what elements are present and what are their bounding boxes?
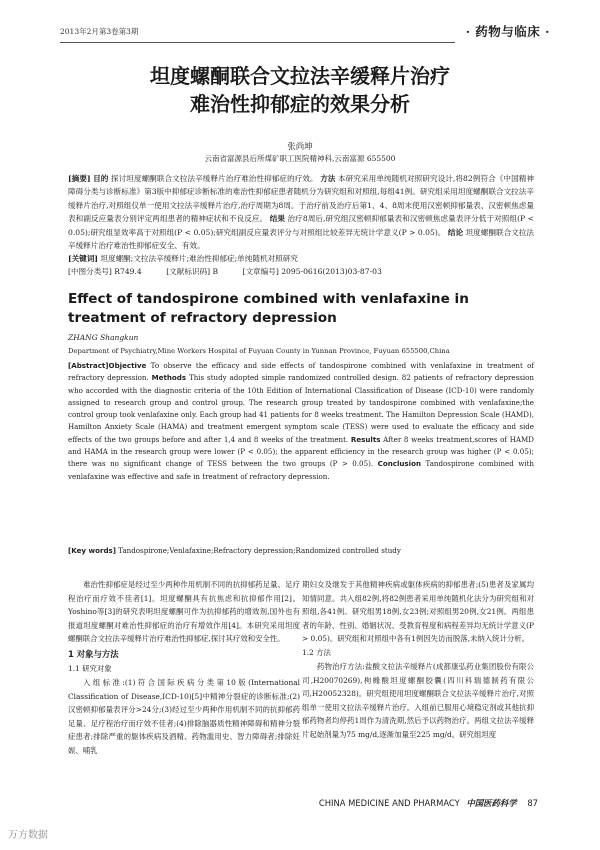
page-footer (319, 797, 538, 809)
results-label-en: Results (350, 434, 381, 444)
classification-row (68, 265, 534, 278)
abstract-label-en: [Abstract]Objective (68, 361, 147, 370)
keywords-label-en: [Key words] (68, 546, 116, 555)
abstract-cn (68, 172, 534, 252)
title-line-1: 坦度螺酮联合文拉法辛缓释片治疗 (150, 64, 450, 88)
objective-text-en: To observe the efficacy and side effects of tandospirone combined with venlafaxine in treatment of refractory depression. (68, 361, 534, 383)
issue-info: 2013年2月第3卷第3期 (60, 27, 139, 36)
affiliation-en: Department of Psychiatry,Mine Workers Hospital of Fuyuan County in Yunnan Province, Fuyuan 655500,China (68, 347, 450, 355)
document-code: [文献标识码] B (166, 267, 219, 276)
article-id: [文章编号] 2095-0616(2013)03-87-03 (242, 267, 382, 276)
results-label-cn: 结果 (269, 214, 286, 224)
methods-text-cn: 本研究采用单纯随机对照研究设计,将82例符合《中国精神障碍分类与诊断标准》第3版中抑郁症诊断标准的难治性抑郁症患者随机分为研究组和对照组,每组41例。研究组采用坦度螺酮联合文拉法辛缓释片治疗,对照组仅单一使用文拉法辛缓释片治疗,治疗周期为8周。于治疗前及治疗后第1、4、8周末使用汉密顿抑郁量表、汉密顿焦虑量表和副反应量表分别评定两组患者的精神症状和不良反应。 (68, 174, 535, 224)
section-heading-1: 1 对象与方法 (68, 648, 119, 659)
section-name: · 药物与临床 · (465, 24, 550, 39)
intro-paragraph: 难治性抑郁症是经过至少两种作用机制不同的抗抑郁药足量、足疗程治疗而疗效不佳者[1]。坦度螺酮具有抗焦虑和抗抑郁作用[2]。Yoshino等[3]的研究表明坦度螺酮可作为抗抑郁药的增效剂,国外也有报道坦度螺酮对难治性抑郁症的治疗有增效作用[4]。本研究采用坦度螺酮联合文拉法辛缓释片治疗难治性抑郁症,探讨其疗效和安全性。 (68, 580, 300, 644)
methods-label-cn: 方法 (320, 174, 336, 183)
continued-paragraph: 期妇女及继发于其他精神疾病或躯体疾病的抑郁患者;(5)患者及家属均知情同意。共入组82例,将82例患者采用单纯随机化法分为研究组和对照组,各41例。研究组男18例,女23例;对照组男20例,女21例。两组患者的年龄、性别、婚姻状况、受教育程度和病程差异均无统计学意义(P > 0.05)。研究组和对照组中各有1例因失访而脱落,未纳入统计分析。 (302, 580, 534, 644)
clc-number: [中图分类号] R749.4 (68, 267, 142, 276)
section-heading-1-2: 1.2 方法 (302, 647, 331, 657)
journal-name-en: CHINA MEDICINE AND PHARMACY (318, 798, 460, 808)
body-column-left (68, 578, 300, 758)
objective-label-cn: 目的 (93, 174, 109, 183)
conclusion-text-en: Tandospirone combined with venlafaxine was effective and safe in treatment of refractory depression. (68, 459, 535, 481)
conclusion-text-cn: 坦度螺酮联合文拉法辛缓释片治疗难治性抑郁症安全、有效。 (68, 227, 535, 251)
page-number: 87 (527, 798, 538, 808)
header-rule (60, 42, 455, 43)
body-column-right (302, 578, 534, 742)
keywords-text-en: Tandospirone;Venlafaxine;Refractory depression;Randomized controlled study (118, 546, 401, 555)
author-cn: 张尚坤 (287, 142, 313, 152)
keywords-text-cn: 坦度螺酮;文拉法辛缓释片;难治性抑郁症;单纯随机对照研究 (100, 254, 298, 263)
results-text-cn: 治疗8周后,研究组汉密顿抑郁量表和汉密顿焦虑量表评分低于对照组(P < 0.05);研究组显效率高于对照组(P < 0.05);研究组副反应量表评分与对照组比较差异无统计学意义(P > 0.05)。 (68, 214, 535, 237)
journal-name-cn: 中国医药科学 (466, 798, 517, 808)
results-text-en: After 8 weeks treatment,scores of HAMD and HAMA in the research group were lower (P < 0.05); the apparent efficiency in the research group was higher (P < 0.05); there was no significant change of TESS between the two groups (P > 0.05). (68, 434, 534, 469)
abstract-en (68, 360, 534, 483)
watermark: 万方数据 (8, 830, 48, 841)
conclusion-label-en: Conclusion (377, 459, 422, 469)
methods-text-en: This study adopted simple randomized controlled design. 82 patients of refractory depression who accorded with the diagnostic criteria of the 10th Edition of International Classification of Disease (ICD-10) were randomly assigned to research group and control group. The research group treated by tandospirone combined with venlafaxine;the control group took venlafaxine only. Each group had 41 patients for 8 weeks treatment. The Hamilton Depression Scale (HAMD), Hamilton Anxiety Scale (HAMA) and treatment emergent symptom scale (TESS) were used to evaluate the efficacy and side effects of the two groups before and after 1,4 and 8 weeks of the treatment. (68, 373, 534, 444)
keywords-label-cn: [关键词] (68, 254, 98, 263)
criteria-paragraph: 入组标准:(1)符合国际疾病分类第10版(International Classification of Disease,ICD-10)[5]中精神分裂症的诊断标准;(2)汉密顿抑郁量表评分>24分;(3)经过至少两种作用机制不同的抗抑郁药足量、足疗程治疗而疗效不佳者;(4)排除脑器质性精神障碍和精神分裂症患者;排除严重的躯体疾病及酒精、药物滥用史、智力障碍者;排除妊娠、哺乳 (68, 677, 300, 755)
methods-paragraph: 药物治疗方法:盐酸文拉法辛缓释片(成都康弘药业集团股份有限公司,H20070269),枸橼酸坦度螺酮胶囊(四川科瑞德制药有限公司,H20052328)。研究组使用坦度螺酮联合文拉法辛缓释片治疗,对照组单一使用文拉法辛缓释片治疗。入组前已服用心境稳定剂或其他抗抑郁药物者均停药1周作为清洗期,然后予以药物治疗。两组文拉法辛缓释片起始剂量为75 mg/d,逐渐加量至225 mg/d。研究组坦度 (302, 661, 534, 739)
abstract-label-cn: [摘要] (68, 174, 91, 183)
section-heading-1-1: 1.1 研究对象 (68, 663, 112, 673)
keywords-cn (68, 252, 534, 265)
page-header (60, 20, 550, 60)
article-title-cn (60, 62, 540, 118)
methods-label-en: Methods (151, 373, 187, 383)
affiliation-cn: 云南省富源县后所煤矿职工医院精神科,云南富源 655500 (204, 154, 396, 163)
article-title-en: Effect of tandospirone combined with venlafaxine in treatment of refractory depression (68, 291, 469, 326)
author-en: ZHANG Shangkun (68, 333, 139, 342)
keywords-en (68, 545, 534, 557)
title-line-2: 难治性抑郁症的效果分析 (190, 92, 410, 116)
conclusion-label-cn: 结论 (447, 227, 464, 237)
objective-text-cn: 探讨坦度螺酮联合文拉法辛缓释片治疗难治性抑郁症的疗效。 (110, 174, 318, 183)
